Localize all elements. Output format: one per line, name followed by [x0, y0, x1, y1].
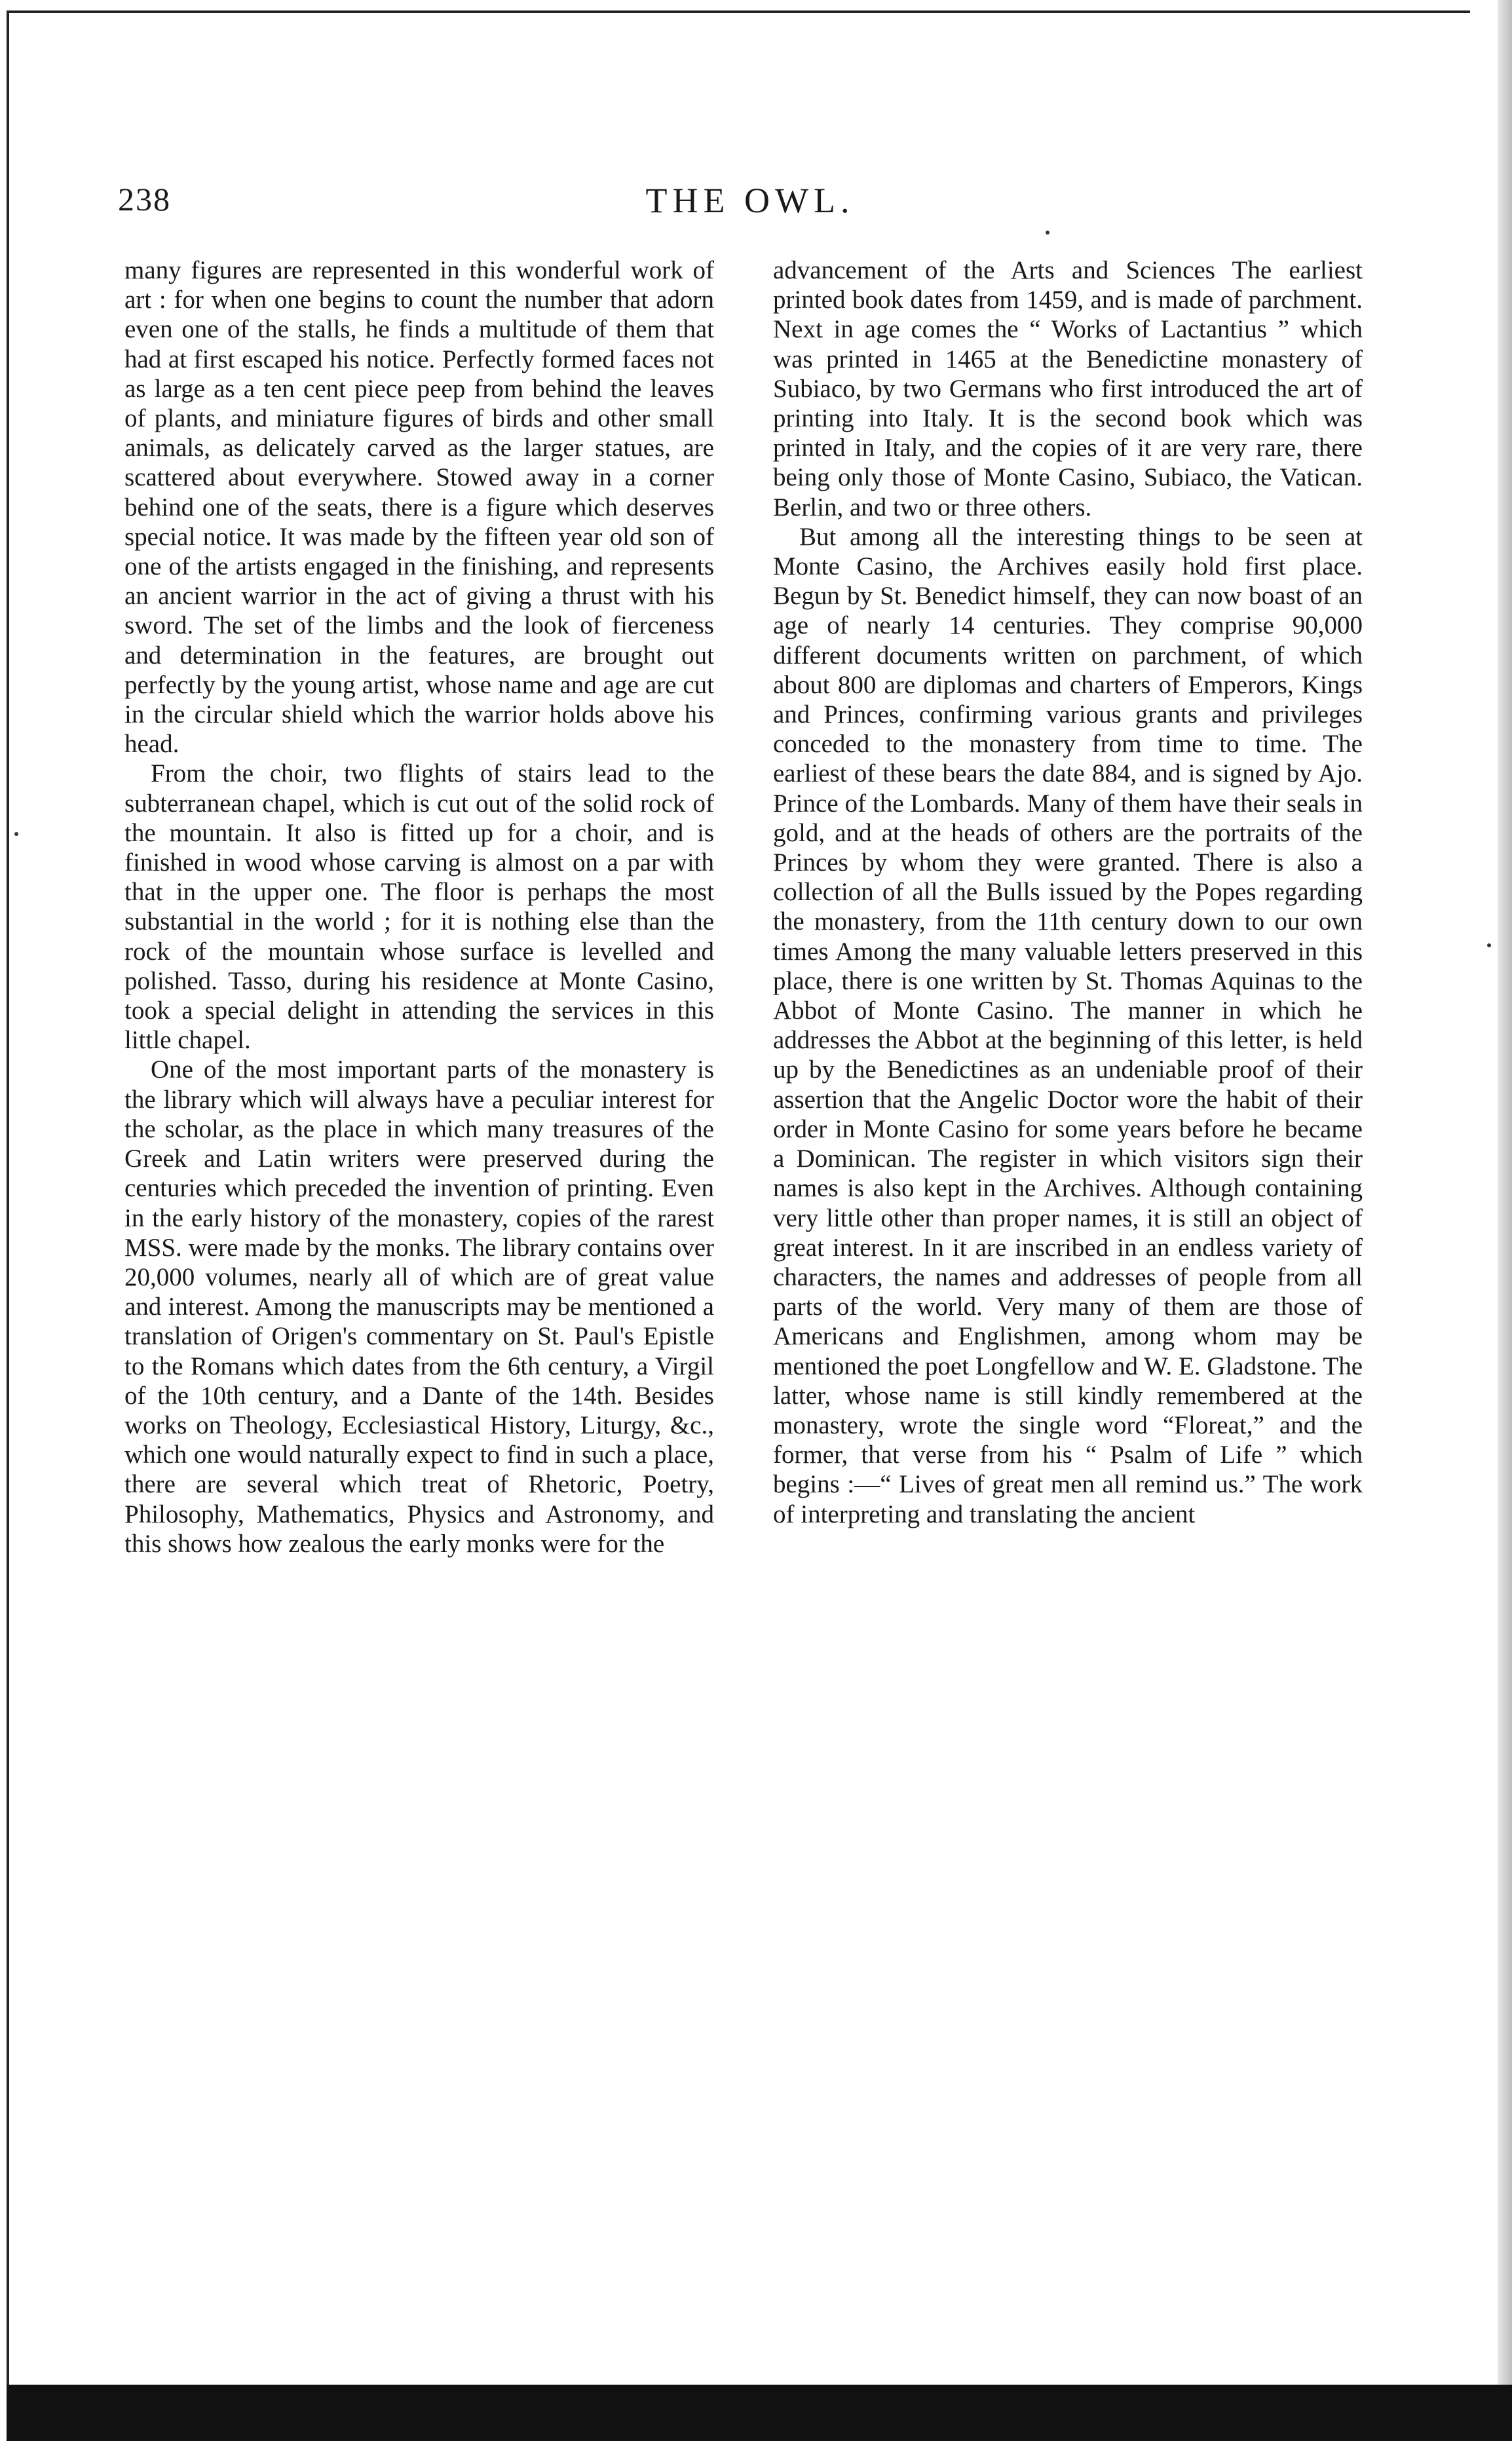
ink-speck	[14, 832, 18, 836]
page-number: 238	[118, 181, 171, 218]
paragraph: One of the most important parts of the monastery is the library which will always have a peculiar interest for the scholar, as the place in which many treasures of the Greek and Latin writers were preserved during the centuries which preceded the invention of printing. Even in the early history of the monastery, copies of the rarest MSS. were made by the monks. The library contains over 20,000 volumes, nearly all of which are of great value and interest. Among the manuscripts may be mentioned a translation of Origen's commentary on St. Paul's Epistle to the Romans which dates from the 6th century, a Virgil of the 10th century, and a Dante of the 14th. Besides works on Theology, Ecclesiastical History, Liturgy, &c., which one would naturally expect to find in such a place, there are several which treat of Rhetoric, Poetry, Philosophy, Mathematics, Physics and Astronomy, and this shows how zealous the early monks were for the	[124, 1055, 714, 1558]
right-column	[773, 255, 1363, 1529]
running-title: THE OWL.	[645, 181, 855, 220]
ink-speck	[1487, 943, 1491, 947]
scan-bottom-bar	[7, 2385, 1512, 2441]
page-header	[118, 180, 1382, 233]
paragraph: From the choir, two flights of stairs lead to the subterranean chapel, which is cut out of the solid rock of the mountain. It also is fitted up for a choir, and is finished in wood whose carving is almost on a par with that in the upper one. The floor is perhaps the most substantial in the world ; for it is nothing else than the rock of the mountain whose surface is levelled and polished. Tasso, during his residence at Monte Casino, took a special delight in attending the services in this little chapel.	[124, 759, 714, 1055]
ink-speck	[1046, 231, 1049, 235]
paragraph: advancement of the Arts and Sciences The earliest printed book dates from 1459, and is made of parchment. Next in age comes the “ Works of Lactantius ” which was printed in 1465 at the Benedictine monastery of Subiaco, by two Germans who first introduced the art of printing into Italy. It is the second book which was printed in Italy, and the copies of it are very rare, there being only those of Monte Casino, Subiaco, the Vatican. Berlin, and two or three others.	[773, 256, 1363, 521]
left-column	[124, 255, 714, 1559]
paragraph: But among all the interesting things to be seen at Monte Casino, the Archives easily hold first place. Begun by St. Benedict himself, they can now boast of an age of nearly 14 centuries. They comprise 90,000 different documents written on parchment, of which about 800 are diplomas and charters of Emperors, Kings and Princes, confirming various grants and privileges conceded to the monastery from time to time. The earliest of these bears the date 884, and is signed by Ajo. Prince of the Lombards. Many of them have their seals in gold, and at the heads of others are the portraits of the Princes by whom they were granted. There is also a collection of all the Bulls issued by the Popes regarding the monastery, from the 11th century down to our own times Among the many valuable letters preserved in this place, there is one written by St. Thomas Aquinas to the Abbot of Monte Casino. The manner in which he addresses the Abbot at the beginning of this letter, is held up by the Benedictines as an undeniable proof of their assertion that the Angelic Doctor wore the habit of their order in Monte Casino for some years before he became a Dominican. The register in which visitors sign their names is also kept in the Archives. Although containing very little other than proper names, it is still an object of great interest. In it are inscribed in an endless variety of characters, the names and addresses of people from all parts of the world. Very many of them are those of Americans and Englishmen, among whom may be mentioned the poet Longfellow and W. E. Gladstone. The latter, whose name is still kindly remembered at the monastery, wrote the single word “Floreat,” and the former, that verse from his “ Psalm of Life ” which begins :—“ Lives of great men all remind us.” The work of interpreting and translating the ancient	[773, 522, 1363, 1528]
paragraph: many figures are represented in this wonderful work of art : for when one begins to count the number that adorn even one of the stalls, he finds a multitude of them that had at first escaped his notice. Perfectly formed faces not as large as a ten cent piece peep from behind the leaves of plants, and miniature figures of birds and other small animals, as delicately carved as the larger statues, are scattered about everywhere. Stowed away in a corner behind one of the seats, there is a figure which deserves special notice. It was made by the fifteen year old son of one of the artists engaged in the finishing, and represents an ancient warrior in the act of giving a thrust with his sword. The set of the limbs and the look of fierceness and determination in the features, are brought out perfectly by the young artist, whose name and age are cut in the circular shield which the warrior holds above his head.	[124, 256, 714, 759]
